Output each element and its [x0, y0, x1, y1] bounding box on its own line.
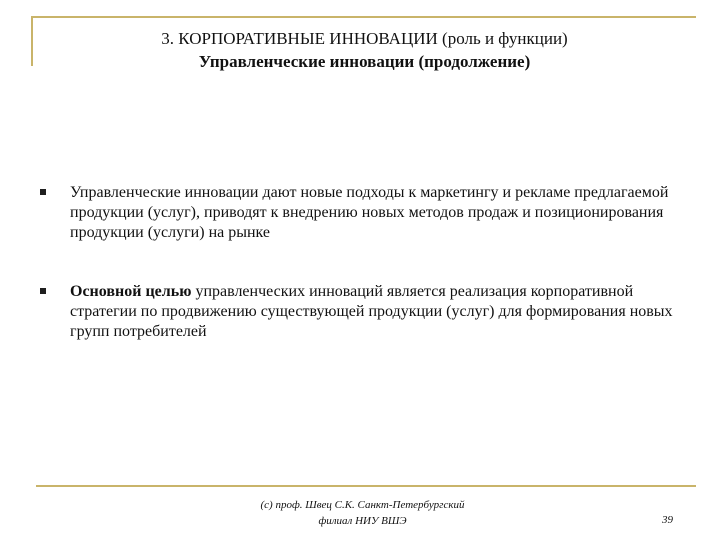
- footer-author-line1: (с) проф. Швец С.К. Санкт-Петербургский: [260, 499, 465, 511]
- bullet-marker-1: [40, 189, 46, 195]
- bullet-2-emphasis: Основной целью: [70, 283, 192, 300]
- page-number: 39: [662, 514, 673, 526]
- footer-divider: [36, 485, 696, 487]
- bullet-2-text: управленческих инноваций является реализация корпоративной стратегии по продвижению существующей продукции (услуг) для формирования новых групп потребителей: [70, 283, 673, 340]
- footer-author-line2: филиал НИУ ВШЭ: [318, 515, 407, 527]
- frame-top-border: [31, 16, 696, 18]
- bullet-marker-2: [40, 288, 46, 294]
- slide-title: 3. КОРПОРАТИВНЫЕ ИННОВАЦИИ (роль и функции): [161, 29, 568, 48]
- slide-subtitle: Управленческие инновации (продолжение): [198, 52, 531, 71]
- footer-author: [250, 497, 475, 529]
- bullet-text-1: [70, 183, 698, 243]
- bullet-text-2: [70, 282, 698, 342]
- bullet-1-text: Управленческие инновации дают новые подходы к маркетингу и рекламе предлагаемой продукции (услуг), приводят к внедрению новых методов продаж и позиционирования продукции (услуги) на рынке: [70, 184, 669, 241]
